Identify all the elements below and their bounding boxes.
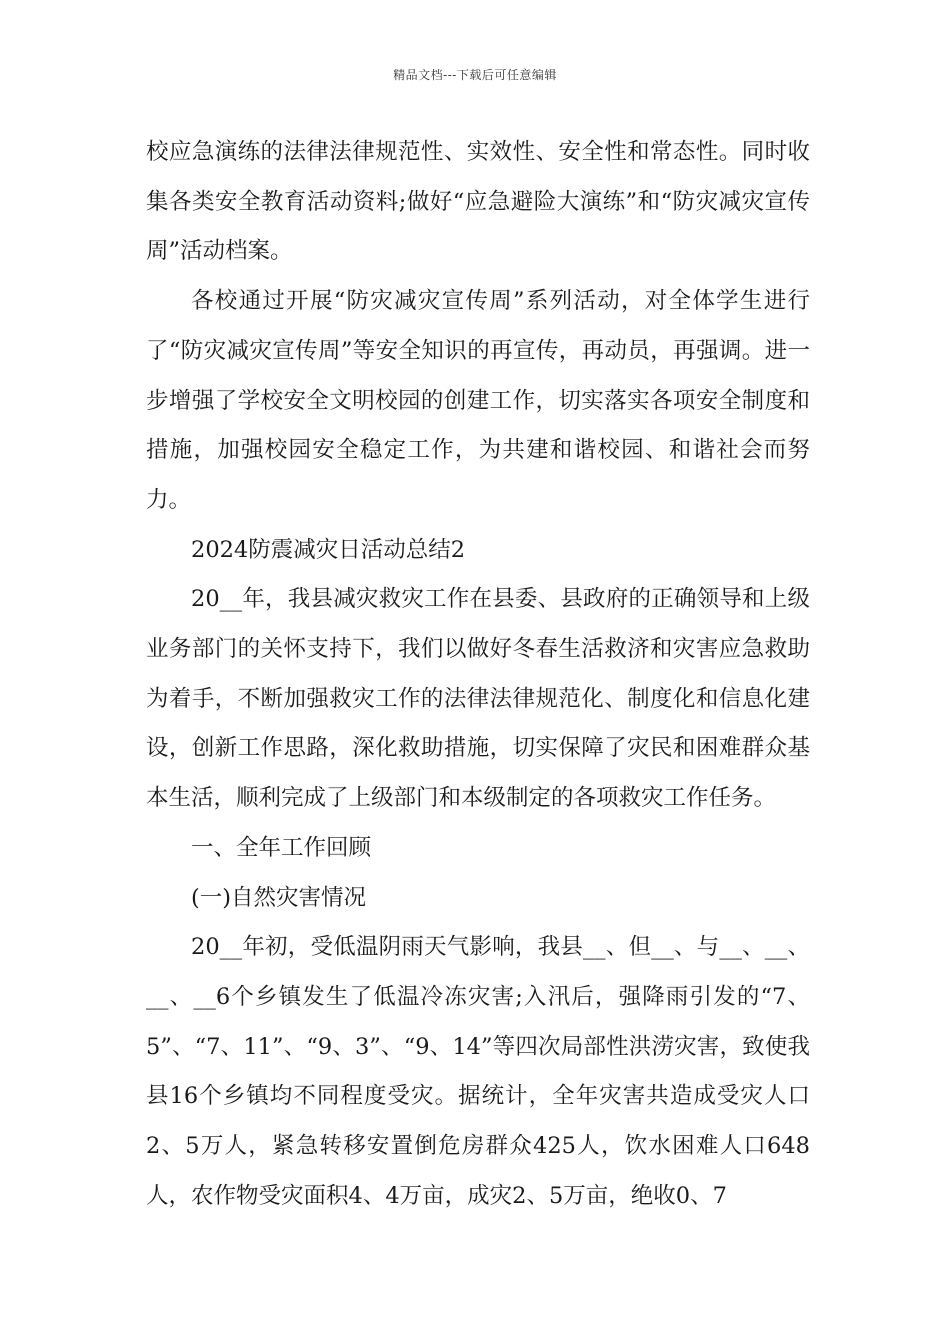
page-header: 精品文档---下载后可任意编辑 bbox=[393, 68, 557, 82]
section-title: 2024防震减灾日活动总结2 bbox=[191, 536, 466, 563]
paragraph: 20__年初，受低温阴雨天气影响，我县__、但__、与__、__、__、__6个乡镇发生了低温冷冻灾害;入汛后，强降雨引发的“7、5”、“7、11”、“9、3”、“9、14”等四次局部性洪涝灾害，致使我县16个乡镇均不同程度受灾。据统计，全年灾害共造成受灾人口2、5万人，紧急转移安置倒危房群众425人，饮水困难人口648人，农作物受灾面积4、4万亩，成灾2、5万亩，绝收0、7 bbox=[146, 934, 810, 1209]
paragraph: 各校通过开展“防灾减灾宣传周”系列活动，对全体学生进行了“防灾减灾宣传周”等安全知识的再宣传，再动员，再强调。进一步增强了学校安全文明校园的创建工作，切实落实各项安全制度和措施，加强校园安全稳定工作，为共建和谐校园、和谐社会而努力。 bbox=[146, 288, 810, 513]
paragraph: 20__年，我县减灾救灾工作在县委、县政府的正确领导和上级业务部门的关怀支持下，我们以做好冬春生活救济和灾害应急救助为着手，不断加强救灾工作的法律法律规范化、制度化和信息化建设，创新工作思路，深化救助措施，切实保障了灾民和困难群众基本生活，顺利完成了上级部门和本级制定的各项救灾工作任务。 bbox=[146, 586, 810, 812]
heading-level-2: (一)自然灾害情况 bbox=[191, 884, 367, 911]
document-body bbox=[146, 128, 810, 1221]
paragraph-continuation: 校应急演练的法律法律规范性、实效性、安全性和常态性。同时收集各类安全教育活动资料;做好“应急避险大演练”和“防灾减灾宣传周”活动档案。 bbox=[146, 139, 810, 265]
heading-level-1: 一、全年工作回顾 bbox=[191, 834, 372, 861]
